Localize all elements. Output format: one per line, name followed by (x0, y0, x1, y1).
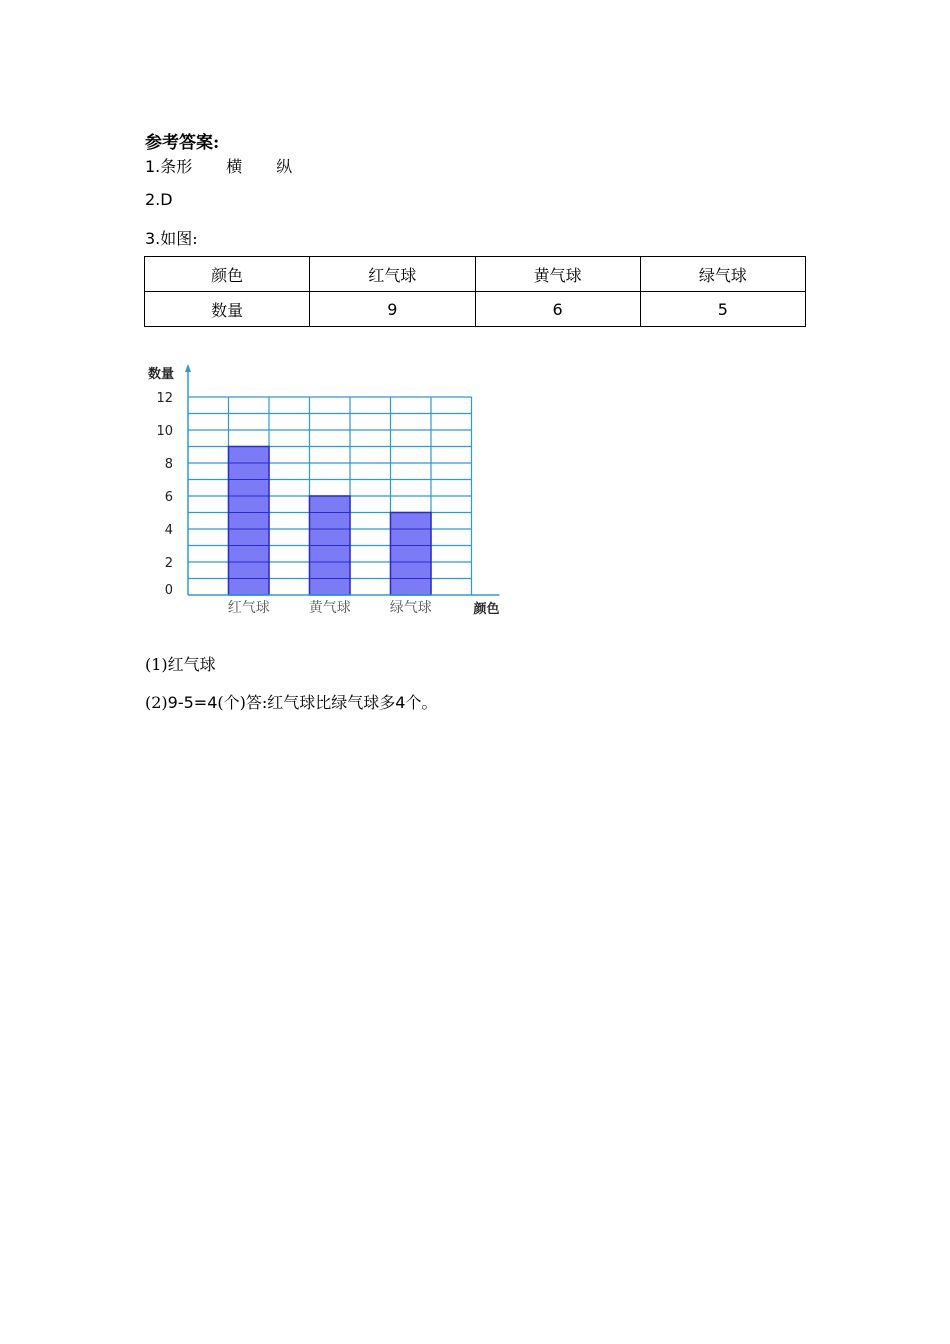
answer-2-number: 2. (145, 190, 161, 209)
answer-1-blank-b: 横 (226, 157, 243, 176)
y-tick-label: 10 (156, 424, 173, 439)
table-cell: 黄气球 (475, 257, 640, 292)
bar-chart (140, 360, 520, 630)
x-tick-label: 黄气球 (308, 600, 351, 616)
answer-3-number: 3. (145, 229, 161, 248)
y-tick-label: 0 (164, 583, 173, 598)
table-cell: 5 (640, 292, 805, 327)
answer-sub-2-count: 4 (395, 693, 406, 712)
answer-sub-1-number: (1) (145, 655, 168, 674)
answer-sub-1 (145, 652, 216, 675)
table-cell: 6 (475, 292, 640, 327)
answer-2 (145, 190, 173, 209)
answer-sub-1-text: 红气球 (167, 655, 216, 674)
table-cell: 数量 (145, 292, 310, 327)
answer-2-text: D (160, 190, 173, 209)
answer-3 (145, 226, 198, 249)
bar (229, 447, 270, 596)
answer-sub-2-tail: 个。 (405, 693, 438, 712)
y-tick-label: 4 (164, 523, 173, 538)
answer-1-blank-a: 条形 (160, 157, 193, 176)
answer-1-number: 1. (145, 157, 161, 176)
answer-3-text: 如图: (160, 229, 198, 248)
y-tick-label: 2 (164, 556, 173, 571)
data-table (144, 256, 806, 327)
answer-1 (145, 154, 292, 177)
bar (391, 513, 432, 596)
y-axis-title: 数量 (148, 367, 175, 382)
y-tick-label: 6 (164, 490, 173, 505)
answer-heading: 参考答案: (145, 133, 220, 153)
y-tick-label: 8 (164, 457, 173, 472)
x-tick-label: 红气球 (227, 600, 270, 616)
answer-sub-2-unit: (个) (217, 693, 246, 712)
table-row (145, 292, 806, 327)
table-cell: 红气球 (310, 257, 475, 292)
x-axis-title: 颜色 (473, 602, 500, 617)
answer-sub-2 (145, 690, 438, 713)
table-header-row (145, 257, 806, 292)
table-cell: 颜色 (145, 257, 310, 292)
table-cell: 9 (310, 292, 475, 327)
x-tick-label: 绿气球 (389, 600, 432, 616)
answer-sub-2-number: (2) (145, 693, 168, 712)
answer-sub-2-text: 答:红气球比绿气球多 (245, 693, 396, 712)
y-axis-arrow (185, 364, 191, 372)
y-tick-label: 12 (156, 391, 173, 406)
table-cell: 绿气球 (640, 257, 805, 292)
answer-sub-2-expression: 9-5=4 (167, 693, 218, 712)
answer-1-blank-c: 纵 (276, 157, 293, 176)
